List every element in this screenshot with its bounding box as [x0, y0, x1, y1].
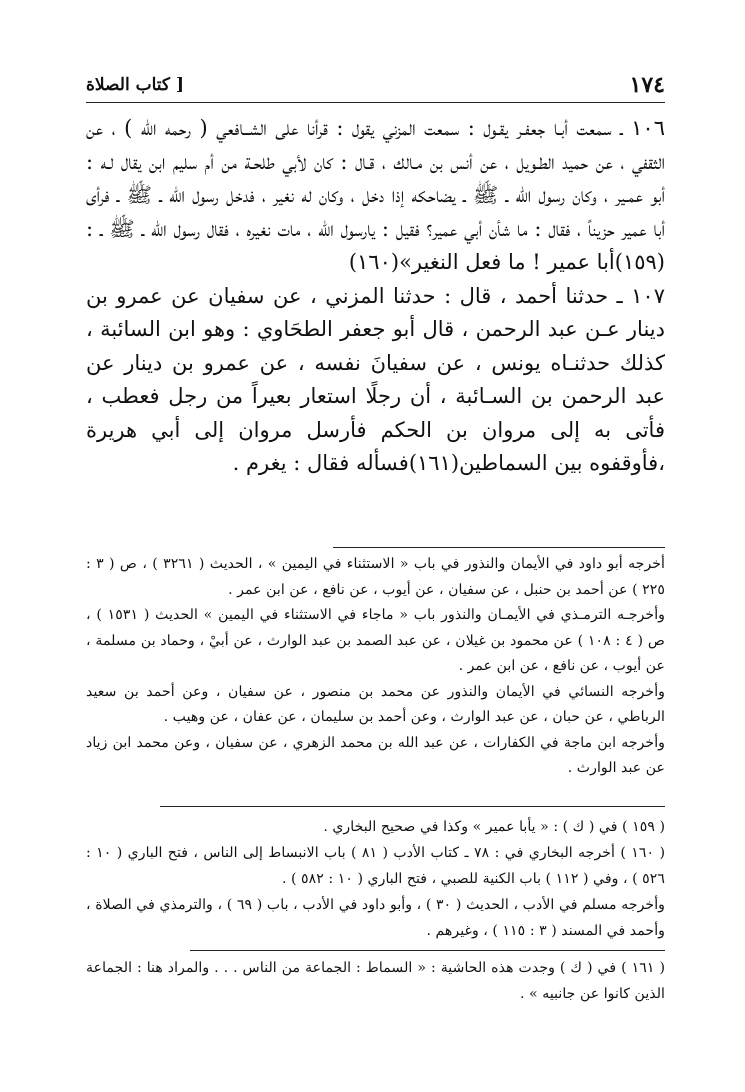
- main-text: [86, 112, 665, 481]
- footnote-paragraph: وأخرجه النسائي في الأيمان والنذور عن محمد بن منصور ، عن سفيان ، وعن أحمد بن سعيد الرباطي ، عن حبان ، عن عبد الوارث ، وعن أحمد بن سليمان ، عن عفان ، عن وهيب .: [86, 683, 665, 725]
- footnote-paragraph: أخرجه أبو داود في الأيمان والنذور في باب « الاستثناء في اليمين » ، الحديث ( ٣٢٦١ ) ، ص ( ٣ : ٢٢٥ ) عن أحمد بن حنبل ، عن سفيان ، عن أيوب ، عن نافع ، عن ابن عمر .: [86, 556, 665, 598]
- hadith-107: ١٠٧ ـ حدثنا أحمد ، قال : حدثنا المزني ، عن سفيان عن عمرو بن دينار عـن عبد الرحمن ، قال أبو جعفر الطحَاوي : وهو ابن السائبة ، كذلك حدثنـاه يونس ، عن سفيانَ نفسه ، عن عمرو بن دينار عن عبد الرحمن بن السـائبة ، أن رجلًا استعار بعيراً من رجل فعطب ، فأتى به إلى مروان بن الحكم فأرسل مروان إلى أبي هريرة ،فأوقفوه بين السماطين(١٦١)فسأله فقال : يغرم .: [86, 283, 665, 475]
- footnotes-middle: [86, 814, 665, 944]
- footnote-paragraph: وأخرجه ابن ماجة في الكفارات ، عن عبد الله بن محمد الزهري ، عن سفيان ، وعن محمد ابن زياد عن عبد الوارث .: [86, 734, 665, 776]
- footnotes-top: [86, 552, 665, 782]
- page-header: [86, 68, 665, 103]
- book-title: [ كتاب الصلاة: [86, 75, 184, 95]
- hadith-106: ١٠٦ ـ سمعت أبـا جعفـر يقـول : سمعت المزني يقول : قرأنا على الشــافعي ( رحمه الله ) ، عن الثقفي ، عن حميد الطـويل ، عن أنس بن مـالك ، قـال : كان لأبي طلحـة من أم سليم ابن يقال لـه : أبو عمـير ، وكان رسول الله ـ ﷺ ـ يضاحكه إذا دخل ، وكان له نغير ، فدخل رسول الله ـ ﷺ ـ فرأى أبا عمير حزيناً ، فقال : ما شأن أبي عمير؟ فقيل : يارسول الله ، مات نغيره ، فقال رسول الله ـ ﷺ ـ :(١٥٩)أبا عمير ! ما فعل النغير»(١٦٠): [86, 116, 665, 274]
- page-number: ١٧٤: [629, 72, 665, 98]
- footnote-paragraph: وأخرجـه الترمـذي في الأيمـان والنذور باب « ماجاء في الاستثناء في اليمين » الحديث ( ١٥٣١ ) ، ص ( ٤ : ١٠٨ ) عن محمود بن غيلان ، عن عبد الصمد بن عبد الوارث ، عن أبيْ ، وحماد بن مسلمة ، عن أيوب ، عن نافع ، عن ابن عمر .: [86, 607, 665, 674]
- footnote-separator: [190, 950, 665, 951]
- footnote-161: ( ١٦١ ) في ( ك ) وجدت هذه الحاشية : « السماط : الجماعة من الناس . . . والمراد هنا : الجماعة الذين كانوا عن جانبيه » .: [86, 960, 665, 1002]
- footnote-160: ( ١٦٠ ) أخرجه البخاري في : ٧٨ ـ كتاب الأدب ( ٨١ ) باب الانبساط إلى الناس ، فتح الباري ( ١٠ : ٥٢٦ ) ، وفي ( ١١٢ ) باب الكنية للصبي ، فتح الباري ( ١٠ : ٥٨٢ ) .: [86, 845, 665, 887]
- footnote-159: ( ١٥٩ ) في ( ك ) : « يأبا عمير » وكذا في صحيح البخاري .: [323, 819, 665, 835]
- footnote-divider: [333, 547, 665, 548]
- footnote-160-cont: وأخرجه مسلم في الأدب ، الحديث ( ٣٠ ) ، وأبو داود في الأدب ، باب ( ٦٩ ) ، والترمذي في الصلاة ، وأحمد في المسند ( ٣ : ١١٥ ) ، وغيرهم .: [86, 897, 665, 939]
- footnote-separator: [160, 806, 665, 807]
- footnotes-bottom: [86, 955, 665, 1007]
